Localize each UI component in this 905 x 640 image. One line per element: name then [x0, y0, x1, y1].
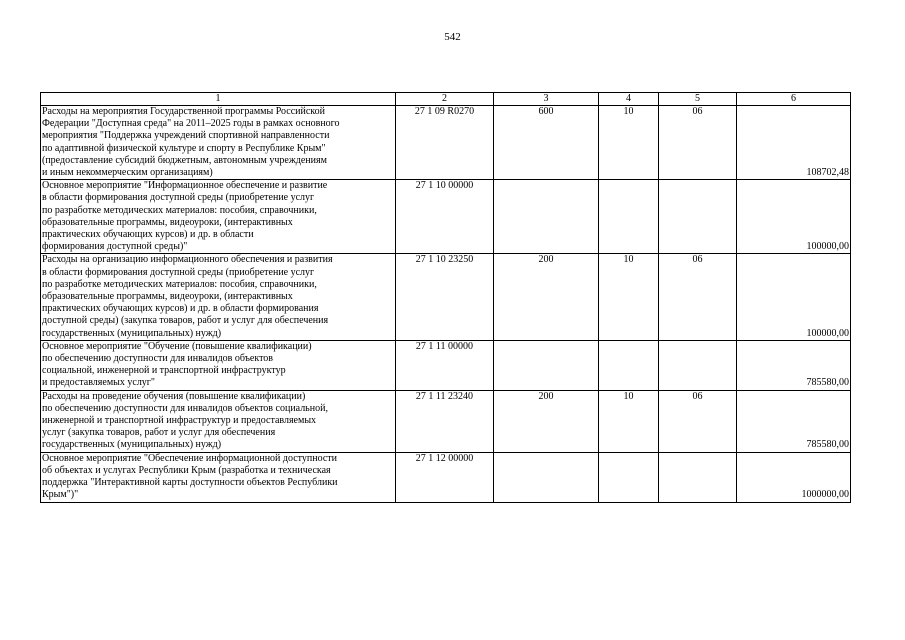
row-expense-type [494, 452, 599, 502]
row-description: Основное мероприятие "Обучение (повышение квалификации) по обеспечению доступности для инвалидов объектов социальной, инженерной и транспортной инфраструктур и предоставляемых услуг" [41, 340, 396, 390]
row-target-code: 27 1 10 00000 [396, 180, 494, 254]
column-header-5: 5 [659, 93, 737, 106]
table-row [41, 254, 851, 340]
row-section [599, 340, 659, 390]
row-expense-type: 600 [494, 106, 599, 180]
row-expense-type: 200 [494, 254, 599, 340]
row-amount: 108702,48 [737, 106, 851, 180]
row-amount: 100000,00 [737, 180, 851, 254]
row-amount: 785580,00 [737, 390, 851, 452]
row-target-code: 27 1 11 23240 [396, 390, 494, 452]
row-target-code: 27 1 10 23250 [396, 254, 494, 340]
row-description: Расходы на организацию информационного обеспечения и развития в области формирования доступной среды (приобретение услуг по разработке методических материалов: пособия, справочники, образовательные программы, видеоуроки, (интерактивных практических обучающих курсов) и др. в области формирования доступной среды) (закупка товаров, работ и услуг для обеспечения государственных (муниципальных) нужд) [41, 254, 396, 340]
row-section: 10 [599, 254, 659, 340]
row-section: 10 [599, 106, 659, 180]
row-section: 10 [599, 390, 659, 452]
row-subsection: 06 [659, 254, 737, 340]
page-number: 542 [444, 31, 461, 43]
row-description: Основное мероприятие "Обеспечение информационной доступности об объектах и услугах Республики Крым (разработка и техническая поддержка "Интерактивной карты доступности объектов Республики Крым")" [41, 452, 396, 502]
row-subsection [659, 180, 737, 254]
row-description: Основное мероприятие "Информационное обеспечение и развитие в области формирования доступной среды (приобретение услуг по разработке методических материалов: пособия, справочники, образовательные программы, видеоуроки, (интерактивных практических обучающих курсов) и др. в области формирования доступной среды)" [41, 180, 396, 254]
column-header-2: 2 [396, 93, 494, 106]
row-target-code: 27 1 11 00000 [396, 340, 494, 390]
row-section [599, 452, 659, 502]
table-row [41, 180, 851, 254]
column-header-6: 6 [737, 93, 851, 106]
row-subsection [659, 340, 737, 390]
row-subsection: 06 [659, 390, 737, 452]
table-row [41, 390, 851, 452]
row-amount: 100000,00 [737, 254, 851, 340]
row-expense-type [494, 180, 599, 254]
row-expense-type [494, 340, 599, 390]
table-row [41, 106, 851, 180]
row-expense-type: 200 [494, 390, 599, 452]
table-header-row [41, 93, 851, 106]
column-header-3: 3 [494, 93, 599, 106]
row-target-code: 27 1 09 R0270 [396, 106, 494, 180]
row-target-code: 27 1 12 00000 [396, 452, 494, 502]
row-amount: 1000000,00 [737, 452, 851, 502]
column-header-1: 1 [41, 93, 396, 106]
table-row [41, 452, 851, 502]
row-subsection: 06 [659, 106, 737, 180]
row-amount: 785580,00 [737, 340, 851, 390]
column-header-4: 4 [599, 93, 659, 106]
row-section [599, 180, 659, 254]
row-description: Расходы на мероприятия Государственной программы Российской Федерации "Доступная среда" на 2011–2025 годы в рамках основного мероприятия "Поддержка учреждений спортивной направленности по адаптивной физической культуре и спорту в Республике Крым" (предоставление субсидий бюджетным, автономным учреждениям и иным некоммерческим организациям) [41, 106, 396, 180]
budget-table [40, 92, 851, 503]
row-subsection [659, 452, 737, 502]
table-row [41, 340, 851, 390]
row-description: Расходы на проведение обучения (повышение квалификации) по обеспечению доступности для инвалидов объектов социальной, инженерной и транспортной инфраструктур и предоставляемых услуг (закупка товаров, работ и услуг для обеспечения государственных (муниципальных) нужд) [41, 390, 396, 452]
